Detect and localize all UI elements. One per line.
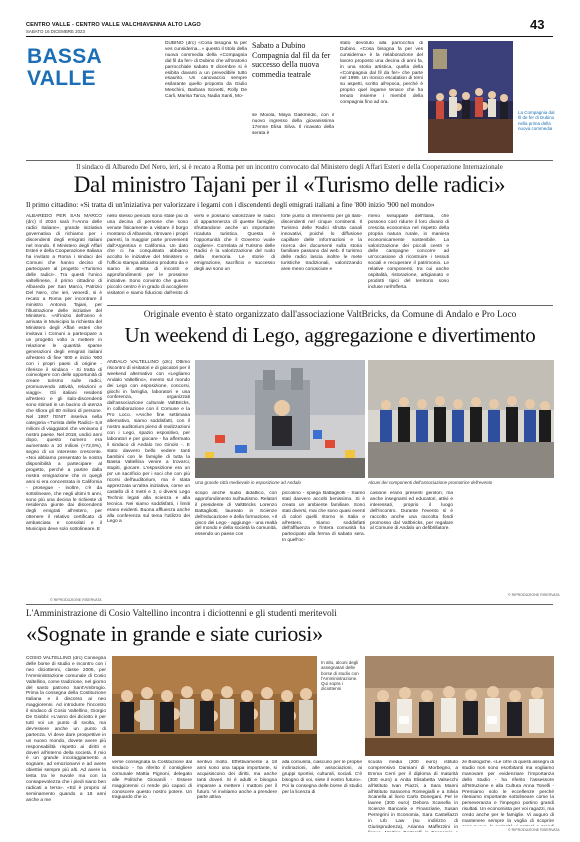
cosio-col-4: alla comunità, ciascuno per le proprie inclinazioni, alle associazioni, ai gruppi sportivi, culturali, sociali. C'è bisogno di voi, siete il nostro futuro». Poi la consegna delle borse di studio per la licenza di — [282, 760, 362, 795]
cosio-photo-2 — [365, 656, 554, 756]
lego-caption-2: Alcuni dei componenti dell'associazione promotrice dell'evento — [368, 480, 493, 485]
dubino-col-1: DUBINO (drc) «Cosa bisogna fa per ves cunsiderna...» questo il titolo della nuova commedia della «Compagnia dal fil da fer» di Dubino che all'oratorio parrocchiale sabato 9 dicembre si è esibita davanti a un prevedibile tutto esaurito. Un canovaccio sempre esilarante quello proposto da Giulio Meschini, Barbara Scinetti, Rolly De Carli, Marisa Tarca, Nadia Santi, Mo- — [165, 41, 247, 100]
cosio-col-2: veme consegnata la Costituzione dal sindaco - ha riferito il consigliere comunale Mattia Pignoni, delegato alle Politiche Giovanili - Essere maggiorenni ci rende più capaci di conoscere questo nostro potere. Un traguardo che io — [112, 760, 192, 801]
tajani-col-3: versi e possano valorizzare le radici di appartenenza di queste famiglie, sfruttandone anche un importante ricaduta turistica. Questa è l'opportunità che il Governo vuole cogliere». Correlata al Turismo delle Radici è la valorizzazione del ruolo della memoria. Le storie di emigrazione, sacrificio e successo degli avi sono un — [194, 214, 275, 273]
dubino-col-2: se Moiola, Maya Gaikmedic, con il nuovo ingresso della giovanissima 17enne Elisa Silva. Il ricavato della serata è — [252, 113, 334, 136]
lego-photo-2-svg — [368, 360, 554, 478]
lego-col-3: piccolino - spiega Battagliotti - Siamo stati davvero accolti benissimo. Si è creato un ambiente familiare. Sono stati diversi, mai che sono quasi eventi di colori quelli ritorno in Italia e all'estero. Siamo soddisfatti dell'affluenza e l'intera comunità ha partecipato alla ferma di sabato sera. In quell'oc- — [282, 491, 365, 544]
dubino-col-3: stato devoluto alla parrocchia di Dubino. «Cosa bisogna fa per ves cunsiderna» è la rielaborazione del lavoro proposto una decina di anni fa, in una storia artistica, quella della «Compagnia dal fil da fer» che parte nel 1999. Un ironico escalation di temi su aspetti, scritto all'epoca, perché è proprio quel legame tenace che ha tenuto insieme i membri della compagnia fino ad ora. — [340, 41, 423, 106]
cosio-photo-1 — [112, 656, 317, 756]
tajani-kicker: Il sindaco di Albaredo Del Nero, ieri, si è recato a Roma per un incontro convocato dal Ministero degli Affari Esteri e della Cooperazione Internazionale — [76, 163, 503, 171]
header-date: SABATO 16 DICEMBRE 2023 — [26, 29, 85, 34]
rule-cosio — [26, 604, 553, 605]
lego-kicker: Originale evento è stato organizzato dall'associazione ValtBricks, da Comune di Andalo e Pro Loco — [143, 310, 517, 320]
lego-headline: Un weekend di Lego, aggregazione e divertimento — [124, 323, 536, 347]
dubino-headline: Sabato a Dubino Compagnia dal fil da fer successo della nuova commedia teatrale — [252, 41, 331, 79]
page-number: 43 — [530, 17, 545, 32]
lego-col-4: casione erano presenti genitori, ma anche insegnanti ed educatori, attivi e interessati, proprio il luogo dell'incontro. Durante l'evento si è raccolto anche una raccolta fondi promosso dal Valtbricks, per regalare al Comune di Andalo un defibrillatore. — [370, 491, 453, 532]
cosio-photo-2-svg — [365, 656, 554, 756]
cosio-col-3: sentivo molto. Effettivamente a 18 anni sono una tappa importante, si acquisiscono dei diritti, ma anche tanti doveri. Si è adulti e bisogna imparare a mettere i mattoni per il futuro. Vi invitiamo anche a prendere parte attiva — [197, 760, 277, 801]
tajani-col-5: meno sviluppate dell'Italia, che possono così ridurre il loro divario di crescita economica nel rispetto della propria natura rurale, in maniera economicamente sostenibile. La valorizzazione dei piccoli centri e delle campagne concorre ad un'occasione di ricostruire i tessuti sociali e recuperare il patrimonio. Le relative componenti, tra cui anche ospitalità, ristorazione, artigianato e prodotti tipici del territorio sono incluse nell'offerta. — [368, 214, 449, 290]
rule-tajani — [26, 160, 553, 161]
cosio-col-6: ze Biologiche. «Le cifre di questi assegni di studio non sono esorbitanti ma vogliamo manovare per evidenziare l'importanza dello studio - ha riferito l'assessore all'Istruzione e alla Cultura Anna Tonelli - Premiamo solo le eccellenze perché riteniamo importante sottolineare come la perseveranza e l'impegno portino grandi risultati. Un economista per voi ragazzi, ma credo anche per le famiglie. Vi auguro di mantenere sempre la voglia di scoprire — [462, 760, 554, 825]
dubino-photo — [428, 41, 513, 153]
tajani-col-4: forte punto di riferimento per gli italo-discendenti nel cinque continenti. Il Turismo delle Radici sfrutta canali innovativi, poiché lo diffusione capillare delle informazioni e la ricerca dei documenti sulla storia familiare passano dal web. Il turismo delle radici lascia inoltre le mete turistiche tradizionali, valorizzando aree meno conosciute e — [281, 214, 362, 273]
cosio-photo-caption: In alto, alcuni degli assegnatari delle borse di studio con l'Amministrazione. Qui sopra i diciottenni — [321, 660, 359, 692]
cosio-copyright: © RIPRODUZIONE RISERVATA — [508, 828, 560, 832]
cosio-headline: «Sognate in grande e siate curiosi» — [26, 621, 323, 646]
tajani-col-1: ALBAREDO PER SAN MARCO (drc) Il 2024 sarà l'«Anno delle radici italiane», grande iniziativa governativa di richiamo per i discendenti degli emigrati italiani nel mondo. Il Ministero degli Affari Esteri e della Cooperazione Italiana ha invitato a Roma i sindaci dei Comuni che hanno deciso di partecipare al progetto «Turismo delle radici». Tra questi l'unico valtellinese, il primo cittadino di Albaredo per San Marco, Patrizio Del Nero, che ieri, venerdì, si è recato a Roma per incontrare il ministro Antonio Tajani, per l'illustrazione delle iniziative del Ministero. «All'inizio dell'anno è arrivata in Municipio la richiesta del Ministero degli Affari esteri che invitava i Comuni a partecipare a un progetto volto a mettere in relazione le quantità sparse generazioni degli emigrati italiani all'estero di fine '800 e inizio '900 con i propri paesi di origine - riferisce il sindaco - Si tratta di coinvolgere con delle opportunità di creare turismo sulle radici, promuovendo attività, relazioni e viaggi». Gli italiani residenti all'estero e gli italo-discendenti sono stimati in un bacino di utenza che sfiora gli 80 milioni di persone. Nel 1997 l'ENIT inseriva nella categoria «Turista delle Radici» 5,8 milioni di viaggiatori che venivano il nostro paese. Nel 2018, undici anni dopo, questo numero era aumentato a 10 milioni (+72,5%), segno di un interesse crescente. «Noi abbiamo presentato la nostra disponibilità a partecipare al progetto, perché a partire dalla nostra emigrazione che in quegli anni si era concentrata in California - prosegue - inoltre, c'è da sottolineare, che negli ultimi 5 anni, sono più una decina le richieste di residenza giunte dai discendenti degli emigrati all'estero, per ottenere il relativo certificato di ambasciata e consolati e il Municipio deve solo sottolineare. E — [26, 214, 102, 533]
lego-caption-1: Una grande città medievale in esposizione ad Andalo — [195, 480, 301, 485]
cosio-col-5: scuola media (200 euro) istituto comprensivo Damiani di Morbegno, a Emma Cerri per il diploma di maturità (300 euro) a Anita Elisabetta Valsecchi all'istituto Ivan Piazzi, a Sara Manni all'istituto Saraceno Romegialli e a Silvia Scanella al liceo Carlo Donegani. Per le lauree (300 euro) Debora Scanella in Scienze Bancarie e Finanziarie, Susan Perregrini in Economia, Sara Castellazzi in LIb Law (su indirizzo di Giurisprudenza), Arianna Maffezzini in — [368, 760, 458, 830]
lego-photo-1 — [195, 360, 365, 478]
cosio-kicker: L'Amministrazione di Cosio Valtellino incontra i diciottenni e gli studenti meritevoli — [26, 608, 337, 618]
dubino-photo-caption: La Compagnia dal fil de fer di Dubino nella prima della nuova commedia — [518, 110, 555, 131]
cosio-photo-1-svg — [112, 656, 317, 756]
tajani-subhead: Il primo cittadino: «Si tratta di un'iniziativa per valorizzare i legami con i discendenti degli emigrati italiani a fine '800 inizio '900 nel mondo» — [26, 201, 435, 209]
tajani-headline: Dal ministro Tajani per il «Turismo delle radici» — [73, 172, 506, 197]
tajani-copyright: © RIPRODUZIONE RISERVATA — [50, 598, 102, 602]
header-rule — [26, 36, 553, 37]
rule-lego — [107, 305, 553, 306]
lego-photo-1-svg — [195, 360, 365, 478]
dubino-photo-svg — [428, 41, 513, 153]
lego-col-2: scopo anche sudio didattico, con approfondimento sull'autismo. Relatori il presidente di ValtBricks Lorenzo Battagliotti, laureato in Scienze dell'educazione e della formazione, «Il gioco dei Lego - aggiunge - una realtà del mondo e della società la comunità, essendo un paese con — [195, 491, 277, 538]
lego-copyright: © RIPRODUZIONE RISERVATA — [508, 593, 560, 597]
header-section: CENTRO VALLE - CENTRO VALLE VALCHIAVENNA ALTO LAGO — [26, 22, 201, 28]
lego-photo-2 — [368, 360, 554, 478]
lego-col-1: ANDALO VALTELLINO (drc) Ottimo riscontro di visitatori e di giocatori per il weekend alternativo con «Legliamo Andalo Valtellino», evento sul mondo dei Lego con esposizione, concorsi, giochi in famiglia, laboratori e una conferenza, organizzati dall'associazione culturale ValtBricks, in collaborazione con il Comune e la Pro Loco. «Anche fine settimana alternativo, siamo soddisfatti, con il nostro auditorium pieno di realizzazioni con i Lego, spazio espositivo, per laboratori e per giocare - ha affermato il sindaco di Andalo Ivo Ginolo -. E stato davvero bello vedere tanti bambini con le famiglie di tutta la Bassa Valtellina venire a trovarci, stupiti, giocare. L'esposizione era un po' un sacrificio per i soci che con più ricorsi dell'auditorium, ma è stata apprezzata un'altra iniziativa, come un castello di 4 metri e 3, o diversi Lego Technic legati alla scienza e alla tecnica. Nei siamo soddisfatti, i limiti erano evidenti. Buona affluenza anche alla conferenza sul tema l'utilizzo dei Lego a — [107, 360, 190, 525]
tajani-col-2: nello stesso periodo sono state più di una decina di persone che sono venute fisicamente a visitare il borgo montano di Albaredo, ritrovare i propri parenti, la maggior parte provenienti dall'Argentina e California. Un dato che ci ha conquistato abbiamo accolto le iniziative del Ministero e l'ufficio stampa abbiamo prodotto da e siamo in attesa di incontri e approfondimenti per le prossime iniziative. Sono convinto che questo piccolo centro è in grado di accogliere visitatori e siamo fiduciosi dall'esito di — [107, 214, 188, 296]
section-label: BASSA VALLE — [27, 45, 102, 90]
cosio-col-1: COSIO VALTELLINO (drc) Consegna delle borse di studio e incontro con i neo diciottenni, classe 2005, per l'Amministrazione comunale di Cosio Valtellino, come tradizione, nel giorno del santo patrono Sant'Ambrogio. Prima la consegna della Costituzione Italiana e il discorso ai neo maggiorenni. Ad introdurre l'incontro il sindaco di Cosio Valtellino, Giorgio De Giobbi: «L'anno dei diciotto è per tutti voi un punto di svolta, ma dev'essere anche un punto di partenza. Vi deve dare prospettive in un nuovo mondo, dovete avere più responsabilità rispetto ai diritti e doveri all'interno della società. Il mio è un grande incoraggiamento a sognare, ad emozionarvi e ad avere obiettivi sempre più alti. Ad avere la testa tra le nuvole ma con la consapevolezza che i piedi siano ben radicati a terra». «Ed è proprio al seminamento quando a 18 anni anche a me — [26, 656, 106, 803]
